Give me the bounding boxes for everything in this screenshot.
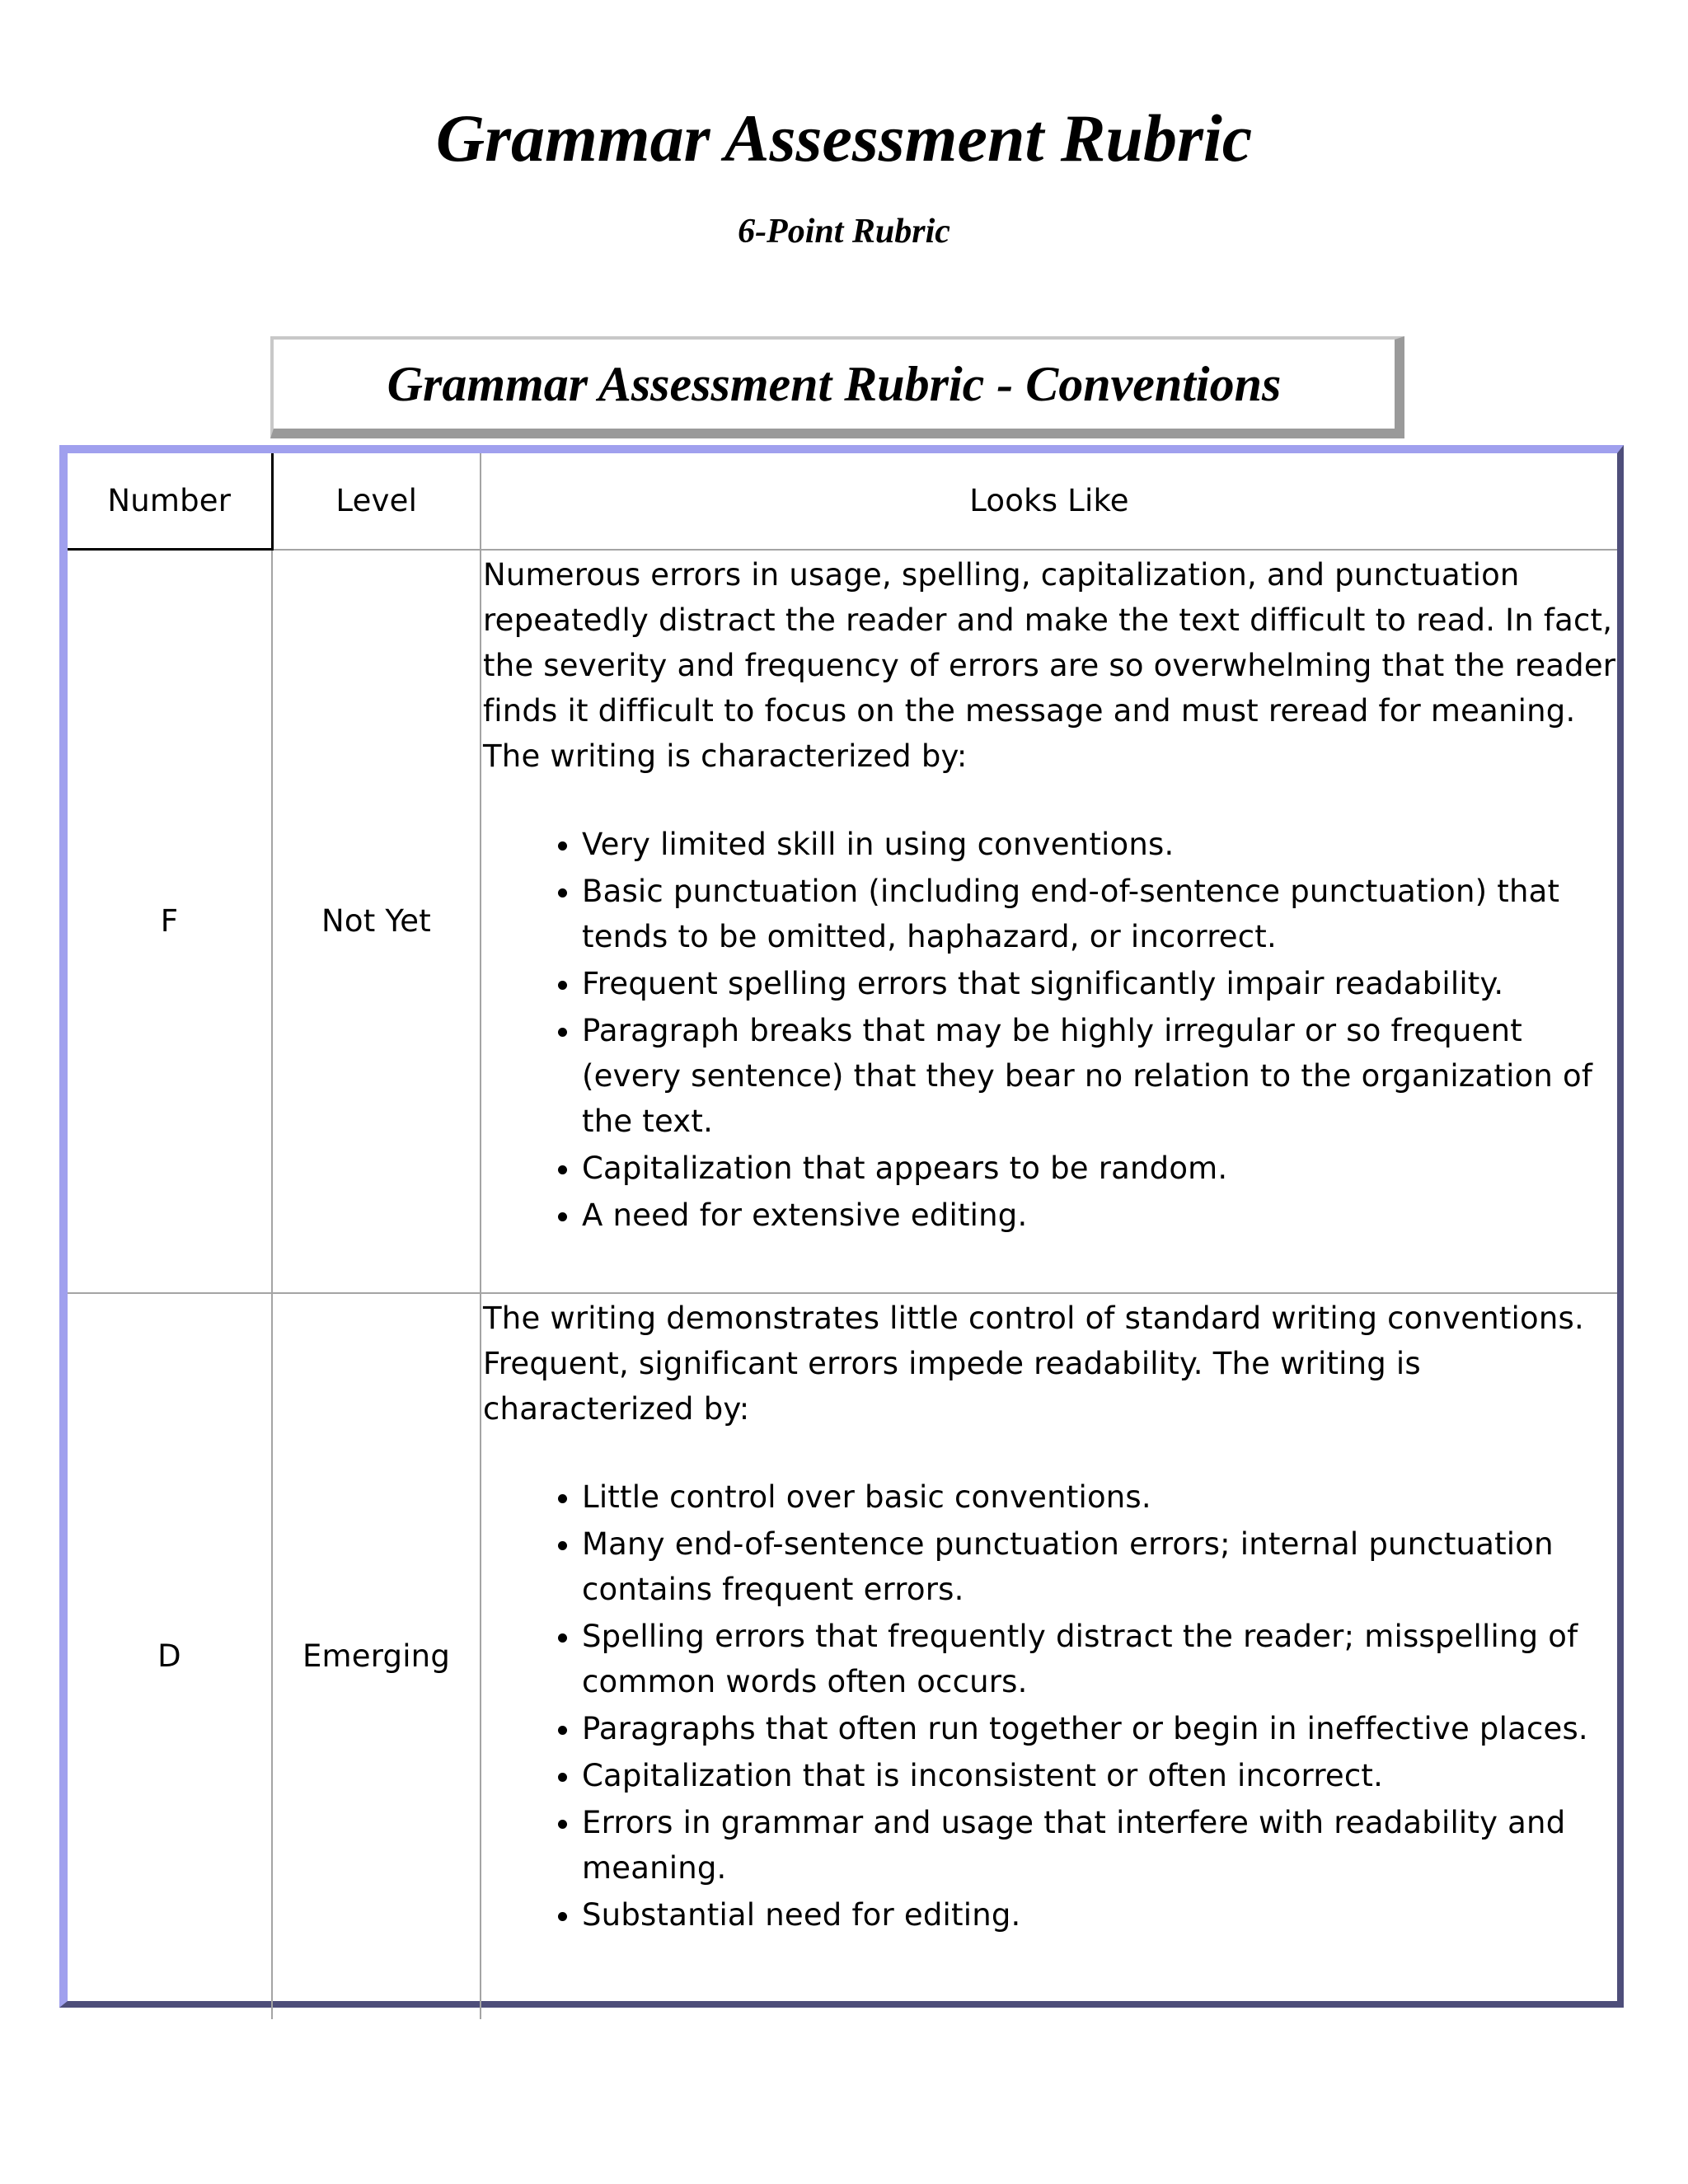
row-level-cell: Emerging bbox=[272, 1293, 481, 2019]
row-level-cell: Not Yet bbox=[272, 550, 481, 1293]
rubric-table-frame bbox=[59, 445, 1624, 2008]
list-item: • Little control over basic conventions. bbox=[582, 1474, 1617, 1520]
list-item: • Errors in grammar and usage that interfere with readability and meaning. bbox=[582, 1800, 1617, 1891]
list-item: • Paragraphs that often run together or begin in ineffective places. bbox=[582, 1706, 1617, 1751]
row-description-cell bbox=[481, 550, 1617, 1293]
table-caption: Grammar Assessment Rubric - Conventions bbox=[387, 357, 1282, 411]
list-item: • Spelling errors that frequently distract the reader; misspelling of common words often occurs. bbox=[582, 1614, 1617, 1704]
rubric-table bbox=[68, 453, 1617, 2019]
table-row bbox=[68, 550, 1617, 1293]
row-number-cell: D bbox=[68, 1293, 272, 2019]
list-item: • Frequent spelling errors that significantly impair readability. bbox=[582, 961, 1617, 1006]
list-item: • Paragraph breaks that may be highly irregular or so frequent (every sentence) that they bear no relation to the organization of the text. bbox=[582, 1008, 1617, 1144]
list-item: • Basic punctuation (including end-of-sentence punctuation) that tends to be omitted, haphazard, or incorrect. bbox=[582, 869, 1617, 959]
column-header-number: Number bbox=[68, 453, 272, 550]
row-criteria-list bbox=[483, 1474, 1617, 1938]
row-description-intro: The writing demonstrates little control of standard writing conventions. Frequent, significant errors impede readability. The writing is characterized by: bbox=[483, 1300, 1584, 1427]
column-header-looks-like: Looks Like bbox=[481, 453, 1617, 550]
list-item: • Capitalization that is inconsistent or often incorrect. bbox=[582, 1753, 1617, 1798]
list-item: • Substantial need for editing. bbox=[582, 1892, 1617, 1938]
list-item: • Many end-of-sentence punctuation errors; internal punctuation contains frequent errors. bbox=[582, 1521, 1617, 1612]
column-header-level: Level bbox=[272, 453, 481, 550]
row-number-cell: F bbox=[68, 550, 272, 1293]
table-header-row bbox=[68, 453, 1617, 550]
table-caption-box bbox=[270, 336, 1404, 438]
page-subtitle: 6-Point Rubric bbox=[738, 213, 950, 251]
list-item: • A need for extensive editing. bbox=[582, 1193, 1617, 1238]
table-row bbox=[68, 1293, 1617, 2019]
row-description-intro: Numerous errors in usage, spelling, capitalization, and punctuation repeatedly distract the reader and make the text difficult to read. In fact, the severity and frequency of errors are so overwhelming that the reader finds it difficult to focus on the message and must reread for meaning. The writing is characterized by: bbox=[483, 556, 1616, 774]
list-item: • Capitalization that appears to be random. bbox=[582, 1146, 1617, 1191]
list-item: • Very limited skill in using conventions. bbox=[582, 822, 1617, 867]
row-description-cell bbox=[481, 1293, 1617, 2019]
row-criteria-list bbox=[483, 822, 1617, 1238]
page-title: Grammar Assessment Rubric bbox=[435, 101, 1253, 176]
